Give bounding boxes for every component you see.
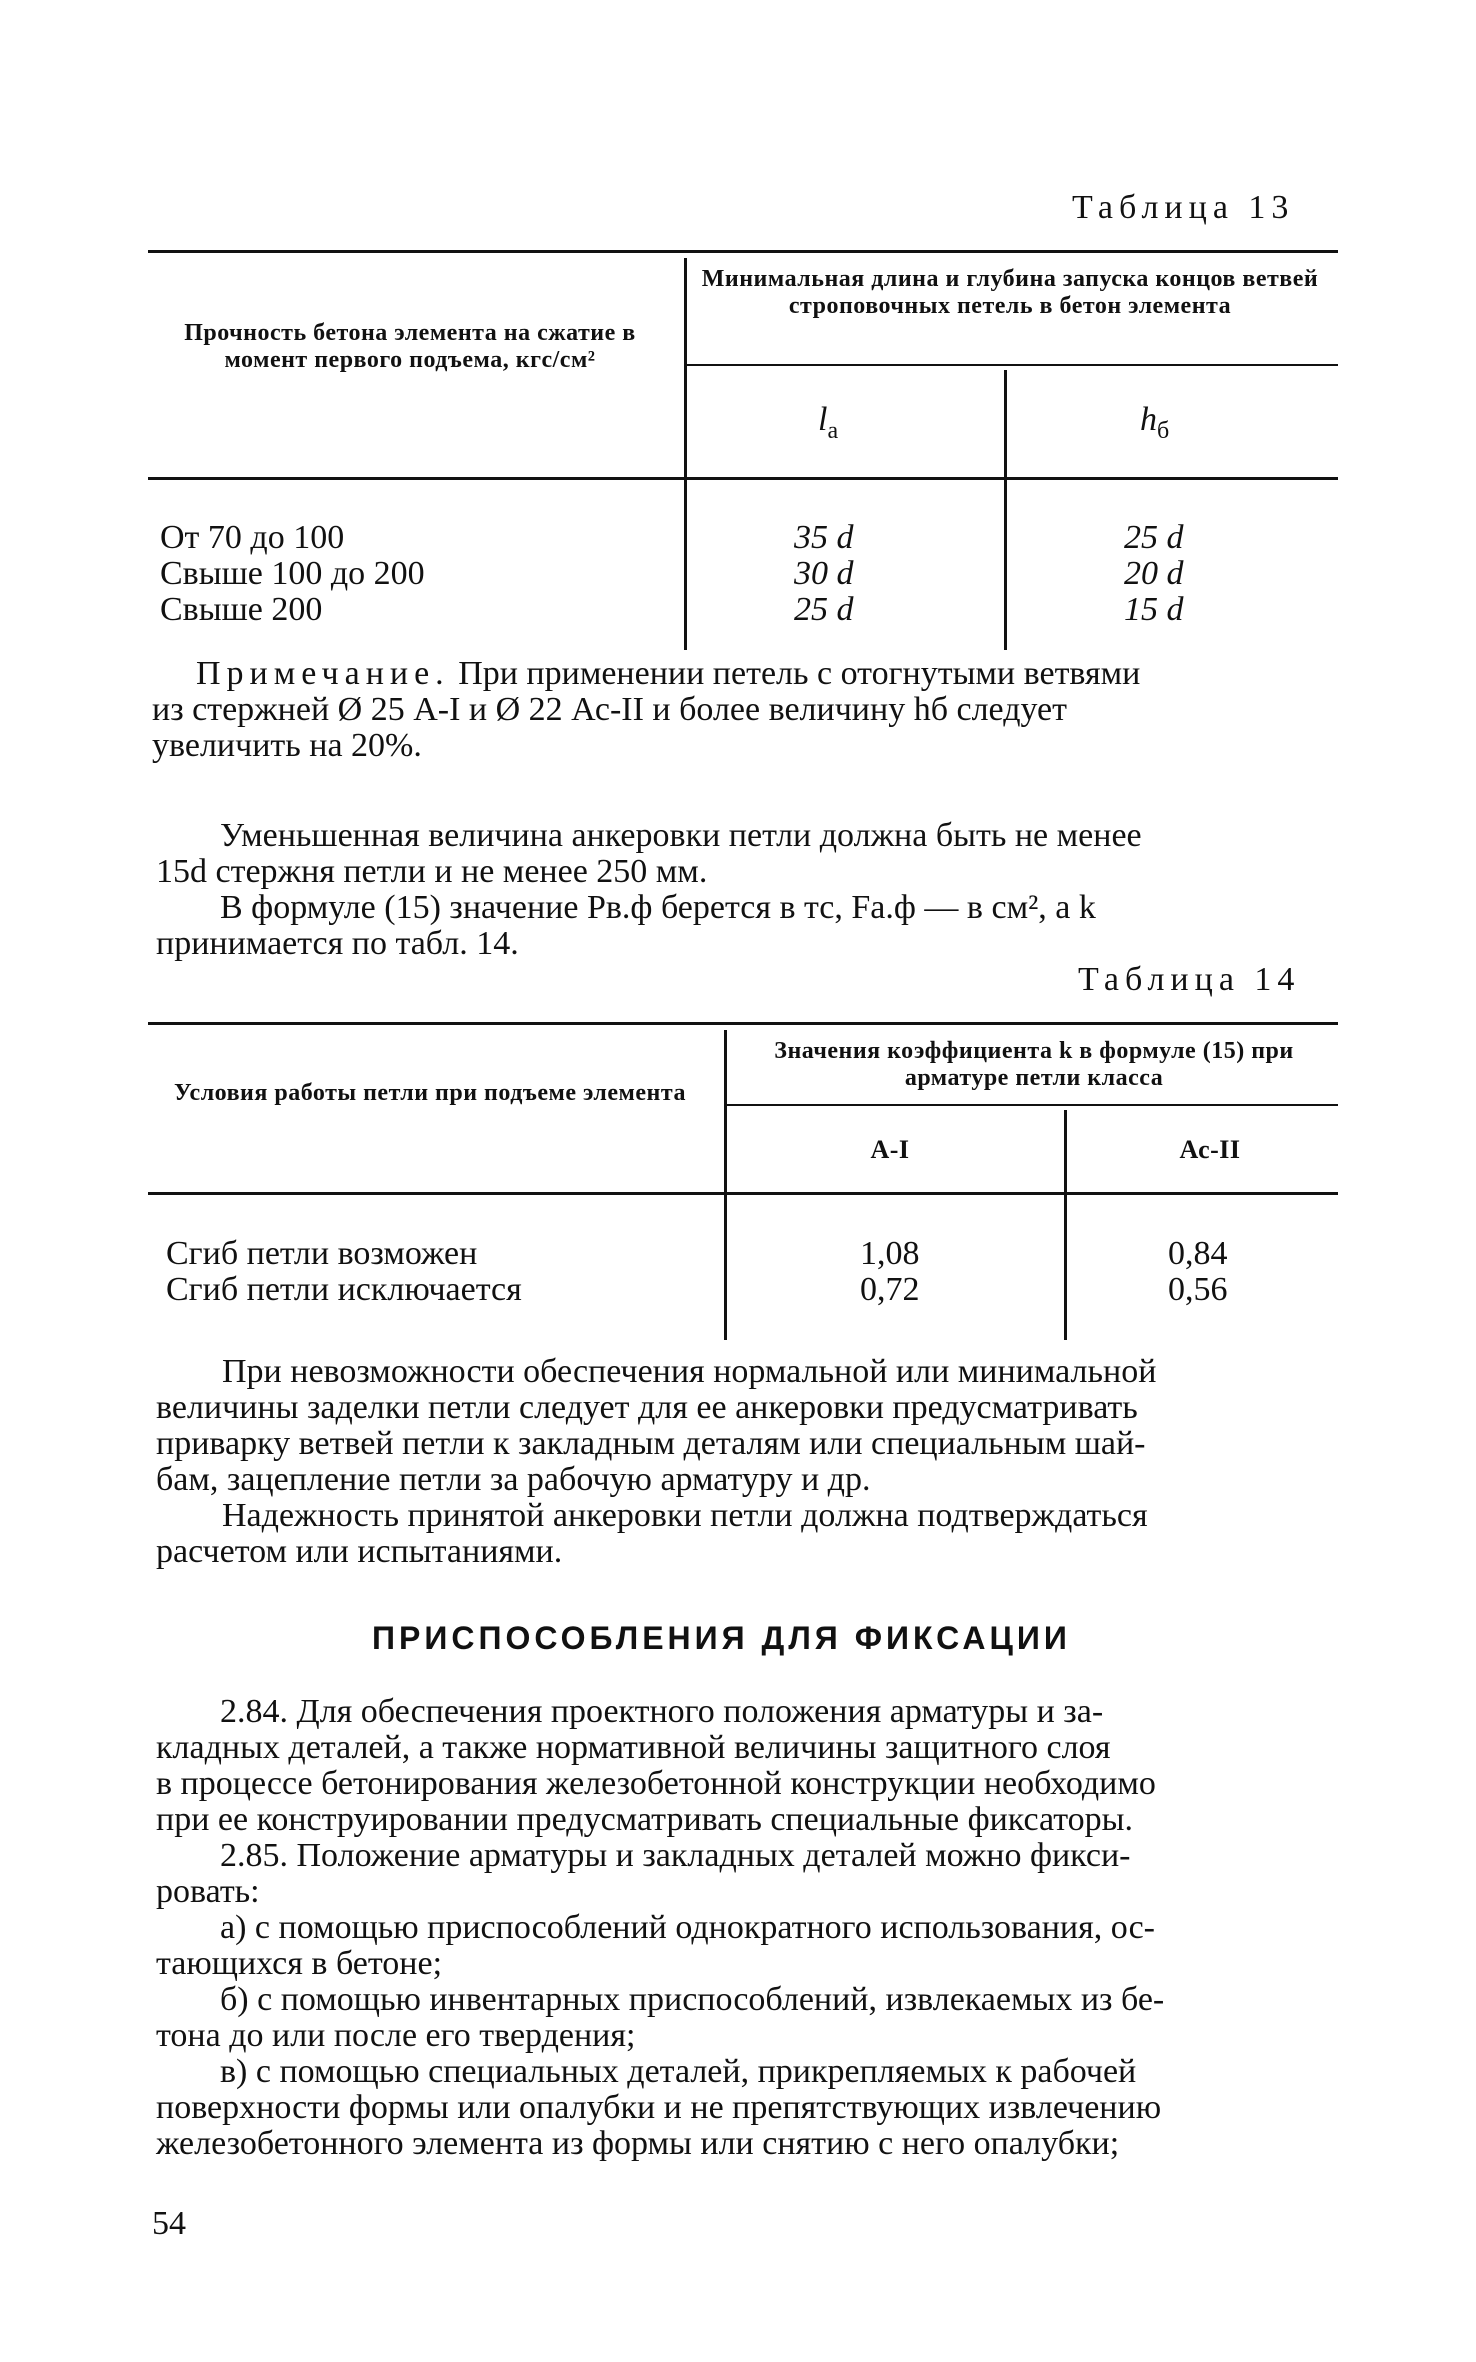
table13-header-rule xyxy=(148,477,1338,480)
section-line-6: ровать: xyxy=(156,1873,260,1910)
table14-sub-ac2: Ас-II xyxy=(1179,1135,1241,1164)
after14-line-6: расчетом или испытаниями. xyxy=(156,1533,563,1570)
table14-row-2-ac2: 0,56 xyxy=(1168,1271,1228,1308)
table13-row-3-hb: 15 d xyxy=(1124,591,1184,628)
section-line-5: 2.85. Положение арматуры и закладных деталей можно фикси- xyxy=(220,1837,1131,1874)
table14-subheader-rule xyxy=(726,1104,1338,1106)
table13-subheader-rule xyxy=(686,364,1338,366)
after14-line-2: величины заделки петли следует для ее анкеровки предусматривать xyxy=(156,1389,1138,1426)
anchor-para-line-1: Уменьшенная величина анкеровки петли должна быть не менее xyxy=(220,817,1142,854)
table14-top-rule xyxy=(148,1022,1338,1025)
table14-row-2-a1: 0,72 xyxy=(860,1271,920,1308)
table13-row-3-label: Свыше 200 xyxy=(160,591,323,628)
section-line-12: поверхности формы или опалубки и не препятствующих извлечению xyxy=(156,2089,1162,2126)
table14-row-1-ac2: 0,84 xyxy=(1168,1235,1228,1272)
after14-line-3: приварку ветвей петли к закладным деталям или специальным шай- xyxy=(156,1425,1146,1462)
table14-col-divider-1 xyxy=(724,1030,727,1340)
note-line-3: увеличить на 20%. xyxy=(152,727,422,764)
section-line-10: тона до или после его твердения; xyxy=(156,2017,636,2054)
table14-row-1-label: Сгиб петли возможен xyxy=(166,1235,478,1272)
section-line-2: кладных деталей, а также нормативной величины защитного слоя xyxy=(156,1729,1111,1766)
after14-line-4: бам, зацепление петли за рабочую арматуру и др. xyxy=(156,1461,871,1498)
note-line-1: Примечание. При применении петель с отогнутыми ветвями xyxy=(196,655,1141,692)
table14-header-rule xyxy=(148,1192,1338,1195)
section-line-11: в) с помощью специальных деталей, прикрепляемых к рабочей xyxy=(220,2053,1137,2090)
section-line-8: тающихся в бетоне; xyxy=(156,1945,443,1982)
table14-col-divider-2 xyxy=(1064,1110,1067,1340)
section-line-9: б) с помощью инвентарных приспособлений, извлекаемых из бе- xyxy=(220,1981,1165,2018)
page-number: 54 xyxy=(152,2205,186,2242)
table13-row-1-label: От 70 до 100 xyxy=(160,519,345,556)
table14-caption: Таблица 14 xyxy=(1078,961,1301,998)
table13-col-divider-2 xyxy=(1004,370,1007,650)
after14-line-5: Надежность принятой анкеровки петли должна подтверждаться xyxy=(222,1497,1148,1534)
table13-row-1-hb: 25 d xyxy=(1124,519,1184,556)
table13-row-2-hb: 20 d xyxy=(1124,555,1184,592)
note-line-2: из стержней Ø 25 А-I и Ø 22 Ас-II и более величину hб следует xyxy=(152,691,1067,728)
table14-sub-a1: А-I xyxy=(870,1135,910,1164)
section-title: ПРИСПОСОБЛЕНИЯ ДЛЯ ФИКСАЦИИ xyxy=(372,1620,1071,1656)
section-line-3: в процессе бетонирования железобетонной конструкции необходимо xyxy=(156,1765,1156,1802)
table13-row-2-la: 30 d xyxy=(794,555,854,592)
table14-row-1-a1: 1,08 xyxy=(860,1235,920,1272)
table14-group-header: Значения коэффициента k в формуле (15) при арматуре петли класса xyxy=(774,1038,1294,1091)
table14-row-2-label: Сгиб петли исключается xyxy=(166,1271,522,1308)
table13-sub-la: $l_а$ xyxy=(818,401,839,444)
table13-row-3-la: 25 d xyxy=(794,591,854,628)
anchor-para-line-2: 15d стержня петли и не менее 250 мм. xyxy=(156,853,708,890)
section-line-13: железобетонного элемента из формы или снятию с него опалубки; xyxy=(156,2125,1120,2162)
table13-group-header: Минимальная длина и глубина запуска концов ветвей строповочных петель в бетон элемента xyxy=(701,266,1319,319)
section-line-4: при ее конструировании предусматривать специальные фиксаторы. xyxy=(156,1801,1133,1838)
after14-line-1: При невозможности обеспечения нормальной или минимальной xyxy=(222,1353,1157,1390)
section-line-1: 2.84. Для обеспечения проектного положения арматуры и за- xyxy=(220,1693,1104,1730)
section-line-7: а) с помощью приспособлений однократного использования, ос- xyxy=(220,1909,1155,1946)
table13-caption: Таблица 13 xyxy=(1072,189,1295,226)
table13-strength-header: Прочность бетона элемента на сжатие в момент первого подъема, кгс/см² xyxy=(184,320,636,373)
table13-sub-hb: $h_б$ xyxy=(1140,401,1170,444)
table13-top-rule xyxy=(148,250,1338,253)
anchor-para-line-3: В формуле (15) значение Рв.ф берется в тс, Fа.ф — в см², а k xyxy=(220,889,1096,926)
table14-cond-header: Условия работы петли при подъеме элемента xyxy=(174,1080,686,1106)
table13-col-divider-1 xyxy=(684,258,687,650)
table13-row-2-label: Свыше 100 до 200 xyxy=(160,555,425,592)
table13-row-1-la: 35 d xyxy=(794,519,854,556)
anchor-para-line-4: принимается по табл. 14. xyxy=(156,925,519,962)
